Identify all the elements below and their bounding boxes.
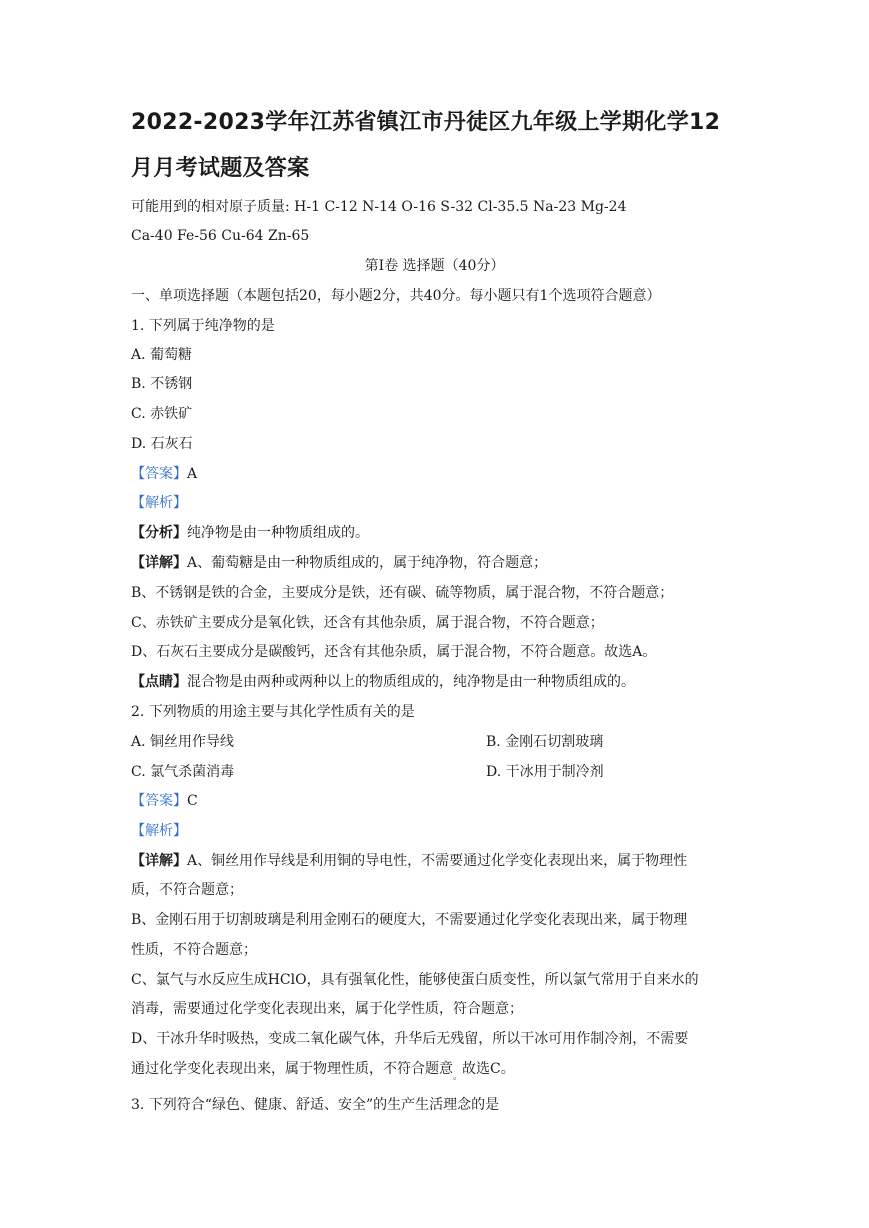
- q1-option-c: C. 赤铁矿: [131, 406, 193, 422]
- q2-detail-line-2: 质，不符合题意；: [131, 882, 243, 898]
- dianjing-tag: 【点睛】: [131, 674, 187, 690]
- answer-value: A: [187, 466, 198, 482]
- q1-detail-c: C、赤铁矿主要成分是氧化铁，还含有其他杂质，属于混合物，不符合题意；: [131, 615, 604, 631]
- q2-option-c: C. 氯气杀菌消毒: [131, 764, 235, 780]
- q2-detail-line-7: D、干冰升华时吸热，变成二氧化碳气体，升华后无残留，所以干冰可用作制冷剂，不需要: [131, 1031, 689, 1047]
- q1-answer: [131, 464, 197, 484]
- q2-detail-line-3: B、金刚石用于切割玻璃是利用金刚石的硬度大，不需要通过化学变化表现出来，属于物理: [131, 912, 688, 928]
- atomic-mass-line-2: Ca-40 Fe-56 Cu-64 Zn-65: [131, 228, 310, 244]
- answer-value: C: [187, 793, 198, 809]
- q1-stem: 1. 下列属于纯净物的是: [131, 318, 275, 334]
- q2-analysis-tag: 【解析】: [131, 823, 187, 839]
- q1-detail-b: B、不锈钢是铁的合金，主要成分是铁，还有碳、硫等物质，属于混合物，不符合题意；: [131, 585, 674, 601]
- q1-option-a: A. 葡萄糖: [131, 347, 193, 363]
- q1-detail-d: D、石灰石主要成分是碳酸钙，还含有其他杂质，属于混合物，不符合题意。故选A。: [131, 644, 657, 660]
- xiangjie-tag: 【详解】: [131, 555, 187, 571]
- detail-text: 通过化学变化表现出来，属于物理性质，不符合题意: [131, 1061, 453, 1077]
- q2-detail-line-6: 消毒，需要通过化学变化表现出来，属于化学性质，符合题意；: [131, 1001, 523, 1017]
- q1-option-b: B. 不锈钢: [131, 376, 193, 392]
- detail-text: A、葡萄糖是由一种物质组成的，属于纯净物，符合题意；: [187, 555, 548, 571]
- q1-detail-a: [131, 553, 547, 573]
- xiangjie-tag: 【详解】: [131, 853, 187, 869]
- conclusion-text: 故选C。: [462, 1061, 515, 1077]
- q2-option-b: B. 金刚石切割玻璃: [486, 734, 604, 750]
- q2-stem: 2. 下列物质的用途主要与其化学性质有关的是: [131, 704, 415, 720]
- section-heading: 一、单项选择题（本题包括20，每小题2分，共40分。每小题只有1个选项符合题意）: [131, 288, 661, 304]
- fenxi-tag: 【分析】: [131, 525, 187, 541]
- q1-option-d: D. 石灰石: [131, 436, 193, 452]
- q3-stem: 3. 下列符合“绿色、健康、舒适、安全”的生产生活理念的是: [131, 1097, 500, 1113]
- fenxi-text: 纯净物是由一种物质组成的。: [187, 525, 369, 541]
- q1-dianjing: [131, 672, 635, 692]
- answer-tag: 【答案】: [131, 793, 187, 809]
- period-mark: 。: [453, 1072, 463, 1082]
- dianjing-text: 混合物是由两种或两种以上的物质组成的，纯净物是由一种物质组成的。: [187, 674, 635, 690]
- document-title: 2022-2023学年江苏省镇江市丹徒区九年级上学期化学12月月考试题及答案: [131, 110, 721, 181]
- q1-fenxi: [131, 523, 369, 543]
- volume-heading: 第Ⅰ卷 选择题（40分）: [364, 258, 505, 274]
- q2-detail-line-5: C、氯气与水反应生成HClO，具有强氧化性，能够使蛋白质变性，所以氯气常用于自来水的: [131, 972, 699, 988]
- q2-detail-line-8: [131, 1059, 515, 1081]
- q1-analysis-tag: 【解析】: [131, 495, 187, 511]
- q2-detail-line-1: [131, 851, 687, 871]
- q2-detail-line-4: 性质，不符合题意；: [131, 942, 257, 958]
- answer-tag: 【答案】: [131, 466, 187, 482]
- q2-option-d: D. 干冰用于制冷剂: [486, 764, 604, 780]
- q2-answer: [131, 791, 198, 811]
- q2-option-a: A. 铜丝用作导线: [131, 734, 235, 750]
- detail-text: A、铜丝用作导线是利用铜的导电性，不需要通过化学变化表现出来，属于物理性: [187, 853, 688, 869]
- atomic-mass-line-1: 可能用到的相对原子质量: H-1 C-12 N-14 O-16 S-32 Cl-35.5 Na-23 Mg-24: [131, 199, 627, 215]
